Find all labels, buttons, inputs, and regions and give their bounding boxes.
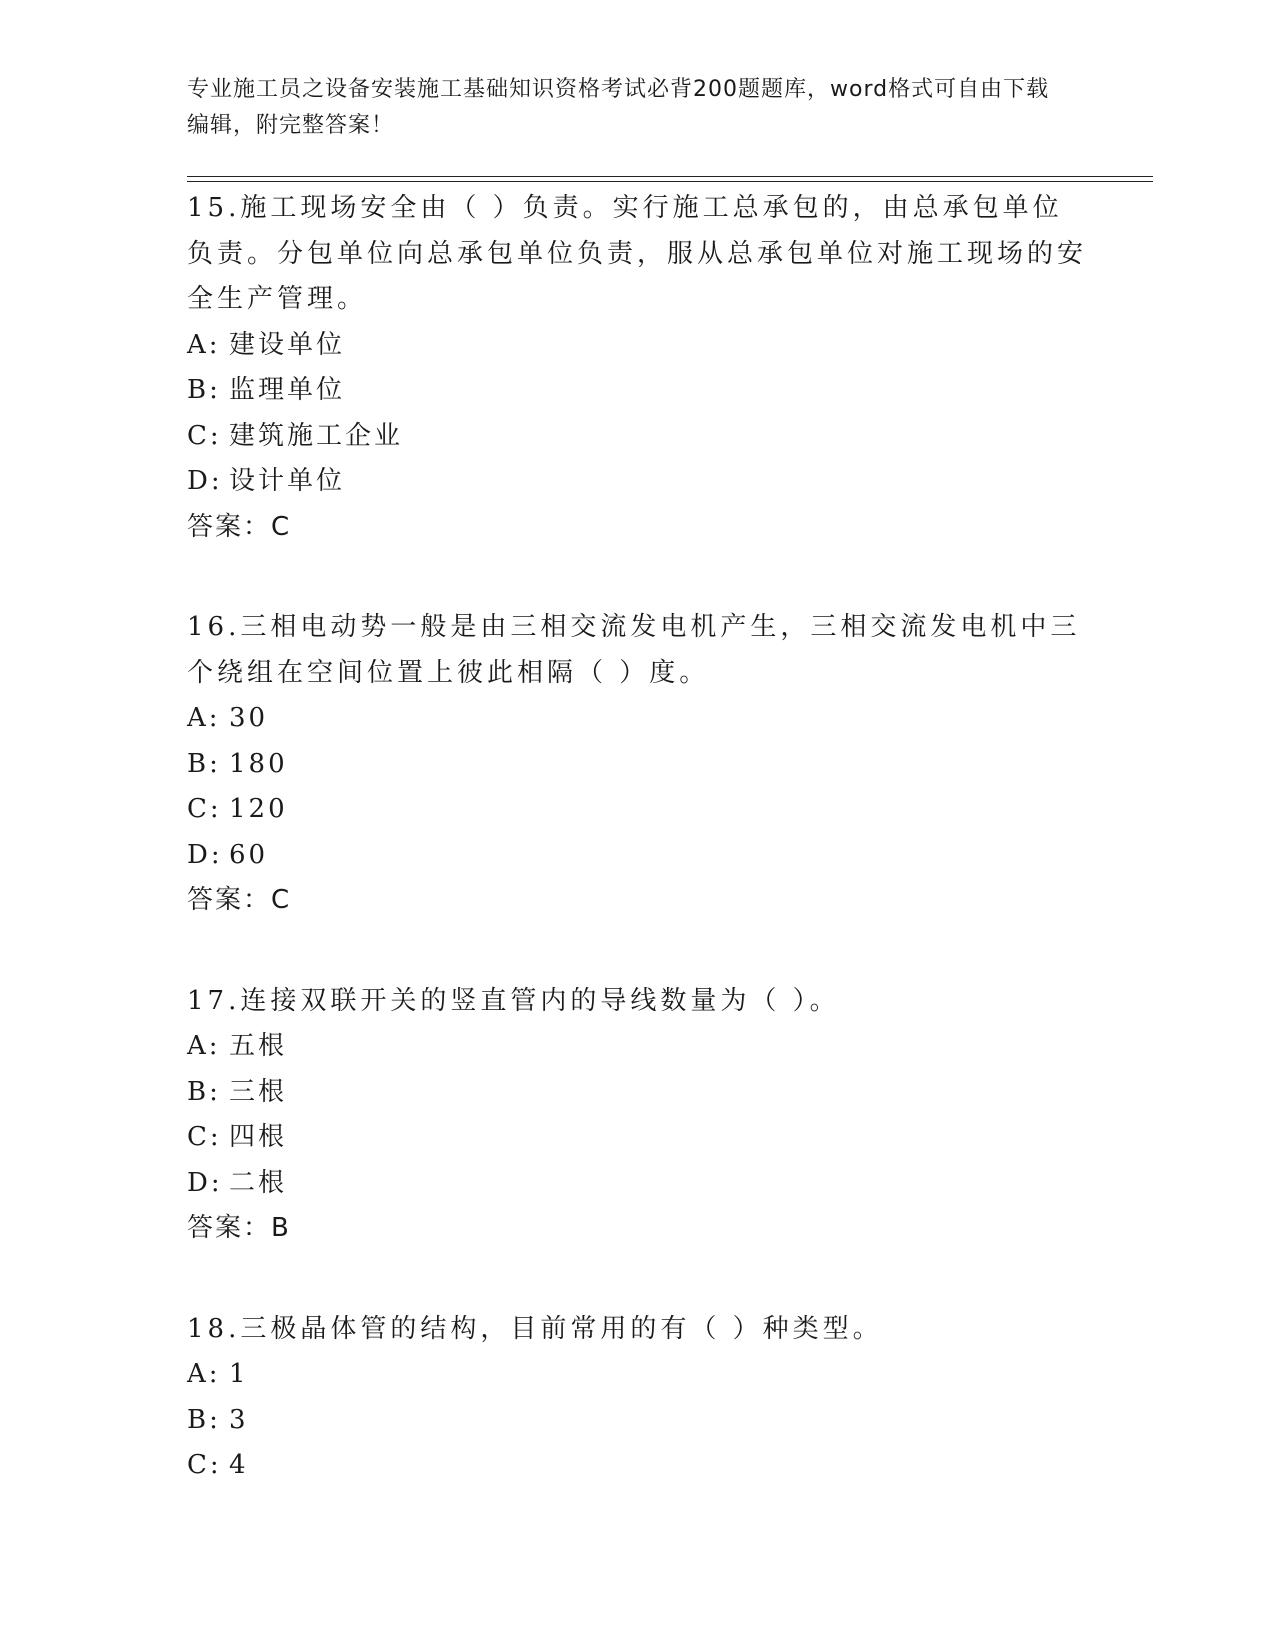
option-text: 设计单位 — [229, 466, 346, 496]
option-text: 1 — [229, 1359, 249, 1389]
option-a — [187, 696, 1087, 742]
question-stem: 17.连接双联开关的竖直管内的导线数量为（ ）。 — [187, 985, 840, 1016]
option-b — [187, 1398, 1087, 1444]
option-letter: A: — [187, 703, 221, 733]
answer-line: 答案：B — [187, 1213, 291, 1243]
option-b — [187, 1070, 1087, 1116]
option-text: 4 — [229, 1450, 249, 1480]
answer-line: 答案：C — [187, 885, 292, 915]
option-text: 四根 — [229, 1122, 288, 1152]
question-list — [187, 186, 1087, 1544]
option-text: 3 — [229, 1404, 249, 1435]
option-d — [187, 833, 1087, 879]
option-letter: B: — [187, 375, 221, 405]
question-stem: 18.三极晶体管的结构，目前常用的有（ ）种类型。 — [187, 1313, 883, 1344]
option-c — [187, 787, 1087, 833]
document-header — [187, 72, 1067, 144]
question-17 — [187, 979, 1087, 1252]
option-c — [187, 1115, 1087, 1161]
option-letter: C: — [187, 1122, 222, 1152]
option-text: 建设单位 — [229, 329, 346, 360]
option-text: 监理单位 — [229, 375, 346, 405]
option-text: 120 — [229, 794, 288, 824]
option-a — [187, 1352, 1087, 1398]
option-letter: A: — [187, 329, 221, 360]
question-stem: 16.三相电动势一般是由三相交流发电机产生，三相交流发电机中三个绕组在空间位置上彼此相隔（ ）度。 — [187, 612, 1081, 688]
question-15 — [187, 186, 1087, 550]
header-divider-top — [187, 176, 1153, 177]
option-letter: A: — [187, 1359, 221, 1389]
question-stem: 15.施工现场安全由（ ）负责。实行施工总承包的，由总承包单位负责。分包单位向总承包单位负责，服从总承包单位对施工现场的安全生产管理。 — [187, 193, 1088, 314]
question-18 — [187, 1307, 1087, 1489]
answer-line: 答案：C — [187, 511, 292, 542]
option-text: 五根 — [229, 1031, 288, 1061]
option-text: 三根 — [229, 1076, 288, 1107]
option-letter: B: — [187, 748, 221, 779]
option-letter: C: — [187, 1450, 222, 1480]
option-a — [187, 323, 1087, 369]
option-c — [187, 1443, 1087, 1489]
option-text: 二根 — [229, 1167, 288, 1198]
option-b — [187, 742, 1087, 788]
option-d — [187, 459, 1087, 505]
option-a — [187, 1024, 1087, 1070]
header-divider-bottom — [187, 181, 1153, 182]
option-letter: D: — [187, 466, 223, 496]
option-text: 180 — [229, 748, 288, 779]
option-text: 30 — [229, 703, 269, 733]
option-text: 60 — [229, 839, 269, 870]
option-c — [187, 414, 1087, 460]
option-b — [187, 368, 1087, 414]
option-letter: B: — [187, 1076, 221, 1107]
header-title: 专业施工员之设备安装施工基础知识资格考试必背200题题库，word格式可自由下载编辑，附完整答案！ — [187, 77, 1050, 138]
option-letter: B: — [187, 1404, 221, 1435]
option-letter: C: — [187, 420, 222, 451]
option-text: 建筑施工企业 — [229, 420, 404, 451]
option-letter: D: — [187, 1167, 223, 1198]
option-d — [187, 1161, 1087, 1207]
option-letter: C: — [187, 794, 222, 824]
question-16 — [187, 605, 1087, 924]
option-letter: A: — [187, 1031, 221, 1061]
option-letter: D: — [187, 839, 223, 870]
